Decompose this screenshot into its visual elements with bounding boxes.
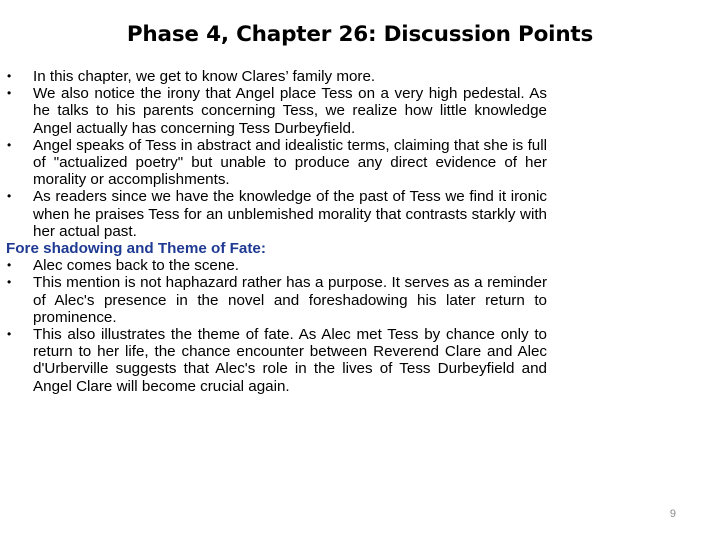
list-item: [6, 68, 547, 85]
list-item-text: This mention is not haphazard rather has a purpose. It serves as a reminder of Alec's presence in the novel and foreshadowing his later return to prominence.: [33, 274, 547, 326]
bullet-icon: •: [7, 86, 12, 101]
list-item-text: Alec comes back to the scene.: [33, 257, 239, 275]
bullet-icon: •: [7, 327, 12, 342]
list-item-text: Angel speaks of Tess in abstract and idealistic terms, claiming that she is full of "actualized poetry" but unable to produce any direct evidence of her morality or accomplishments.: [33, 136, 547, 189]
list-item: [6, 188, 547, 240]
slide-body: [6, 68, 547, 395]
bullet-icon: •: [7, 275, 12, 290]
list-item-text: We also notice the irony that Angel place Tess on a very high pedestal. As he talks to his parents concerning Tess, we realize how little knowledge Angel actually has concerning Tess Durbeyfield.: [33, 85, 547, 137]
list-item-text: In this chapter, we get to know Clares’ family more.: [33, 68, 376, 85]
bullet-icon: •: [7, 258, 12, 273]
page-number: 9: [669, 508, 676, 520]
list-item: [6, 137, 547, 189]
list-item: [6, 274, 547, 326]
list-item: [6, 257, 547, 274]
list-item-text: This also illustrates the theme of fate. As Alec met Tess by chance only to return to her life, the chance encounter between Reverend Clare and Alec d'Urberville suggests that Alec's role in the lives of Tess Durbeyfield and Angel Clare will become crucial again.: [33, 326, 547, 395]
list-item: [6, 326, 547, 395]
bullet-icon: •: [7, 189, 12, 204]
section-heading: Fore shadowing and Theme of Fate:: [6, 240, 266, 258]
list-item-text: As readers since we have the knowledge of the past of Tess we find it ironic when he praises Tess for an unblemished morality that contrasts starkly with her actual past.: [33, 188, 547, 240]
list-item: [6, 85, 547, 137]
bullet-icon: •: [7, 137, 12, 152]
bullet-icon: •: [7, 69, 12, 83]
slide-title: Phase 4, Chapter 26: Discussion Points: [126, 22, 594, 47]
